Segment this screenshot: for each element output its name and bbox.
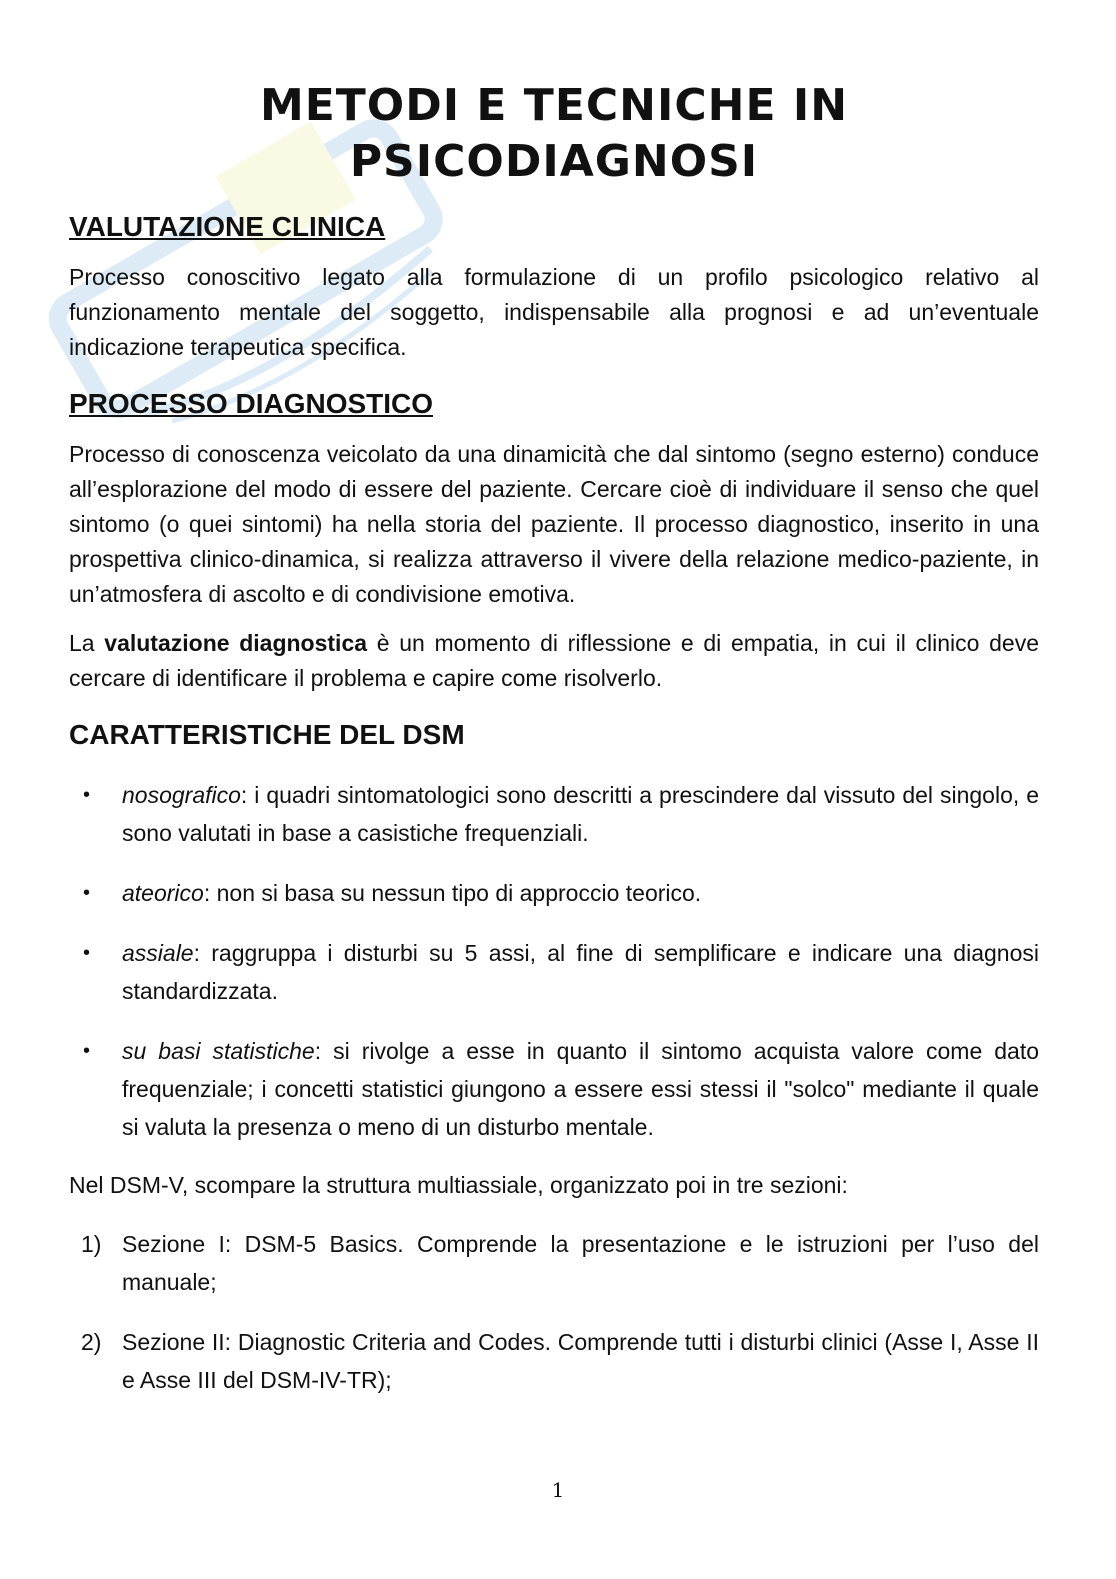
- list-item-term: assiale: [122, 940, 194, 966]
- document-title: [69, 78, 1039, 190]
- title-line-2: PSICODIAGNOSI: [349, 136, 759, 187]
- list-item-text: : si rivolge a esse in quanto il sintomo acquista valore come dato frequenziale; i concetti statistici giungono a essere essi stessi il "solco" mediante il quale si valuta la presenza o meno di un disturbo mentale.: [122, 1038, 1040, 1140]
- title-line-1: METODI E TECNICHE IN: [259, 80, 849, 131]
- heading-processo-diagnostico: PROCESSO DIAGNOSTICO: [69, 388, 434, 419]
- list-item-text: Sezione II: Diagnostic Criteria and Codes. Comprende tutti i disturbi clinici (Asse I, Asse II e Asse III del DSM-IV-TR);: [122, 1329, 1039, 1393]
- list-item-text: : i quadri sintomatologici sono descritti a prescindere dal vissuto del singolo, e sono valutati in base a casistiche frequenziali.: [122, 782, 1039, 846]
- list-item-term: su basi statistiche: [122, 1038, 315, 1064]
- page-number: 1: [551, 1478, 565, 1502]
- list-item: [69, 1032, 1039, 1146]
- dsm-characteristics-list: [69, 776, 1039, 1146]
- paragraph-dsm5-intro: Nel DSM-V, scompare la struttura multiassiale, organizzato poi in tre sezioni:: [69, 1172, 848, 1198]
- list-item-text: Sezione I: DSM-5 Basics. Comprende la presentazione e le istruzioni per l’uso del manuale;: [122, 1231, 1039, 1295]
- list-item: [69, 1225, 1039, 1301]
- bullet-icon: •: [83, 1040, 91, 1062]
- list-number: 2): [81, 1329, 102, 1355]
- list-item: [69, 874, 1039, 912]
- paragraph-rest: è un momento di riflessione e di empatia, in cui il clinico deve cercare di identificare il problema e capire come risolverlo.: [69, 630, 1039, 691]
- list-item-text: : raggruppa i disturbi su 5 assi, al fine di semplificare e indicare una diagnosi standardizzata.: [122, 940, 1039, 1004]
- list-item-text: : non si basa su nessun tipo di approccio teorico.: [203, 880, 702, 906]
- heading-valutazione-clinica: VALUTAZIONE CLINICA: [69, 211, 386, 242]
- document-page: [69, 78, 1039, 1421]
- list-item-term: ateorico: [122, 880, 204, 906]
- dsm5-sections-list: [69, 1225, 1039, 1399]
- paragraph-prefix: La: [69, 630, 105, 656]
- bullet-icon: •: [83, 784, 91, 806]
- list-item-term: nosografico: [122, 782, 241, 808]
- heading-caratteristiche-dsm: CARATTERISTICHE DEL DSM: [69, 719, 465, 750]
- list-item: [69, 1323, 1039, 1399]
- bullet-icon: •: [83, 942, 91, 964]
- paragraph-valutazione-diagnostica: [69, 626, 1039, 696]
- bold-term-valutazione-diagnostica: valutazione diagnostica: [104, 630, 368, 656]
- bullet-icon: •: [83, 882, 91, 904]
- list-number: 1): [81, 1231, 102, 1257]
- list-item: [69, 776, 1039, 852]
- paragraph-processo-diagnostico: Processo di conoscenza veicolato da una dinamicità che dal sintomo (segno esterno) conduce all’esplorazione del modo di essere del paziente. Cercare cioè di individuare il senso che quel sintomo (o quei sintomi) ha nella storia del paziente. Il processo diagnostico, inserito in una prospettiva clinico-dinamica, si realizza attraverso il vivere della relazione medico-paziente, in un’atmosfera di ascolto e di condivisione emotiva.: [69, 441, 1039, 607]
- list-item: [69, 934, 1039, 1010]
- paragraph-valutazione-clinica: Processo conoscitivo legato alla formulazione di un profilo psicologico relativo al funzionamento mentale del soggetto, indispensabile alla prognosi e ad un’eventuale indicazione terapeutica specifica.: [69, 264, 1039, 360]
